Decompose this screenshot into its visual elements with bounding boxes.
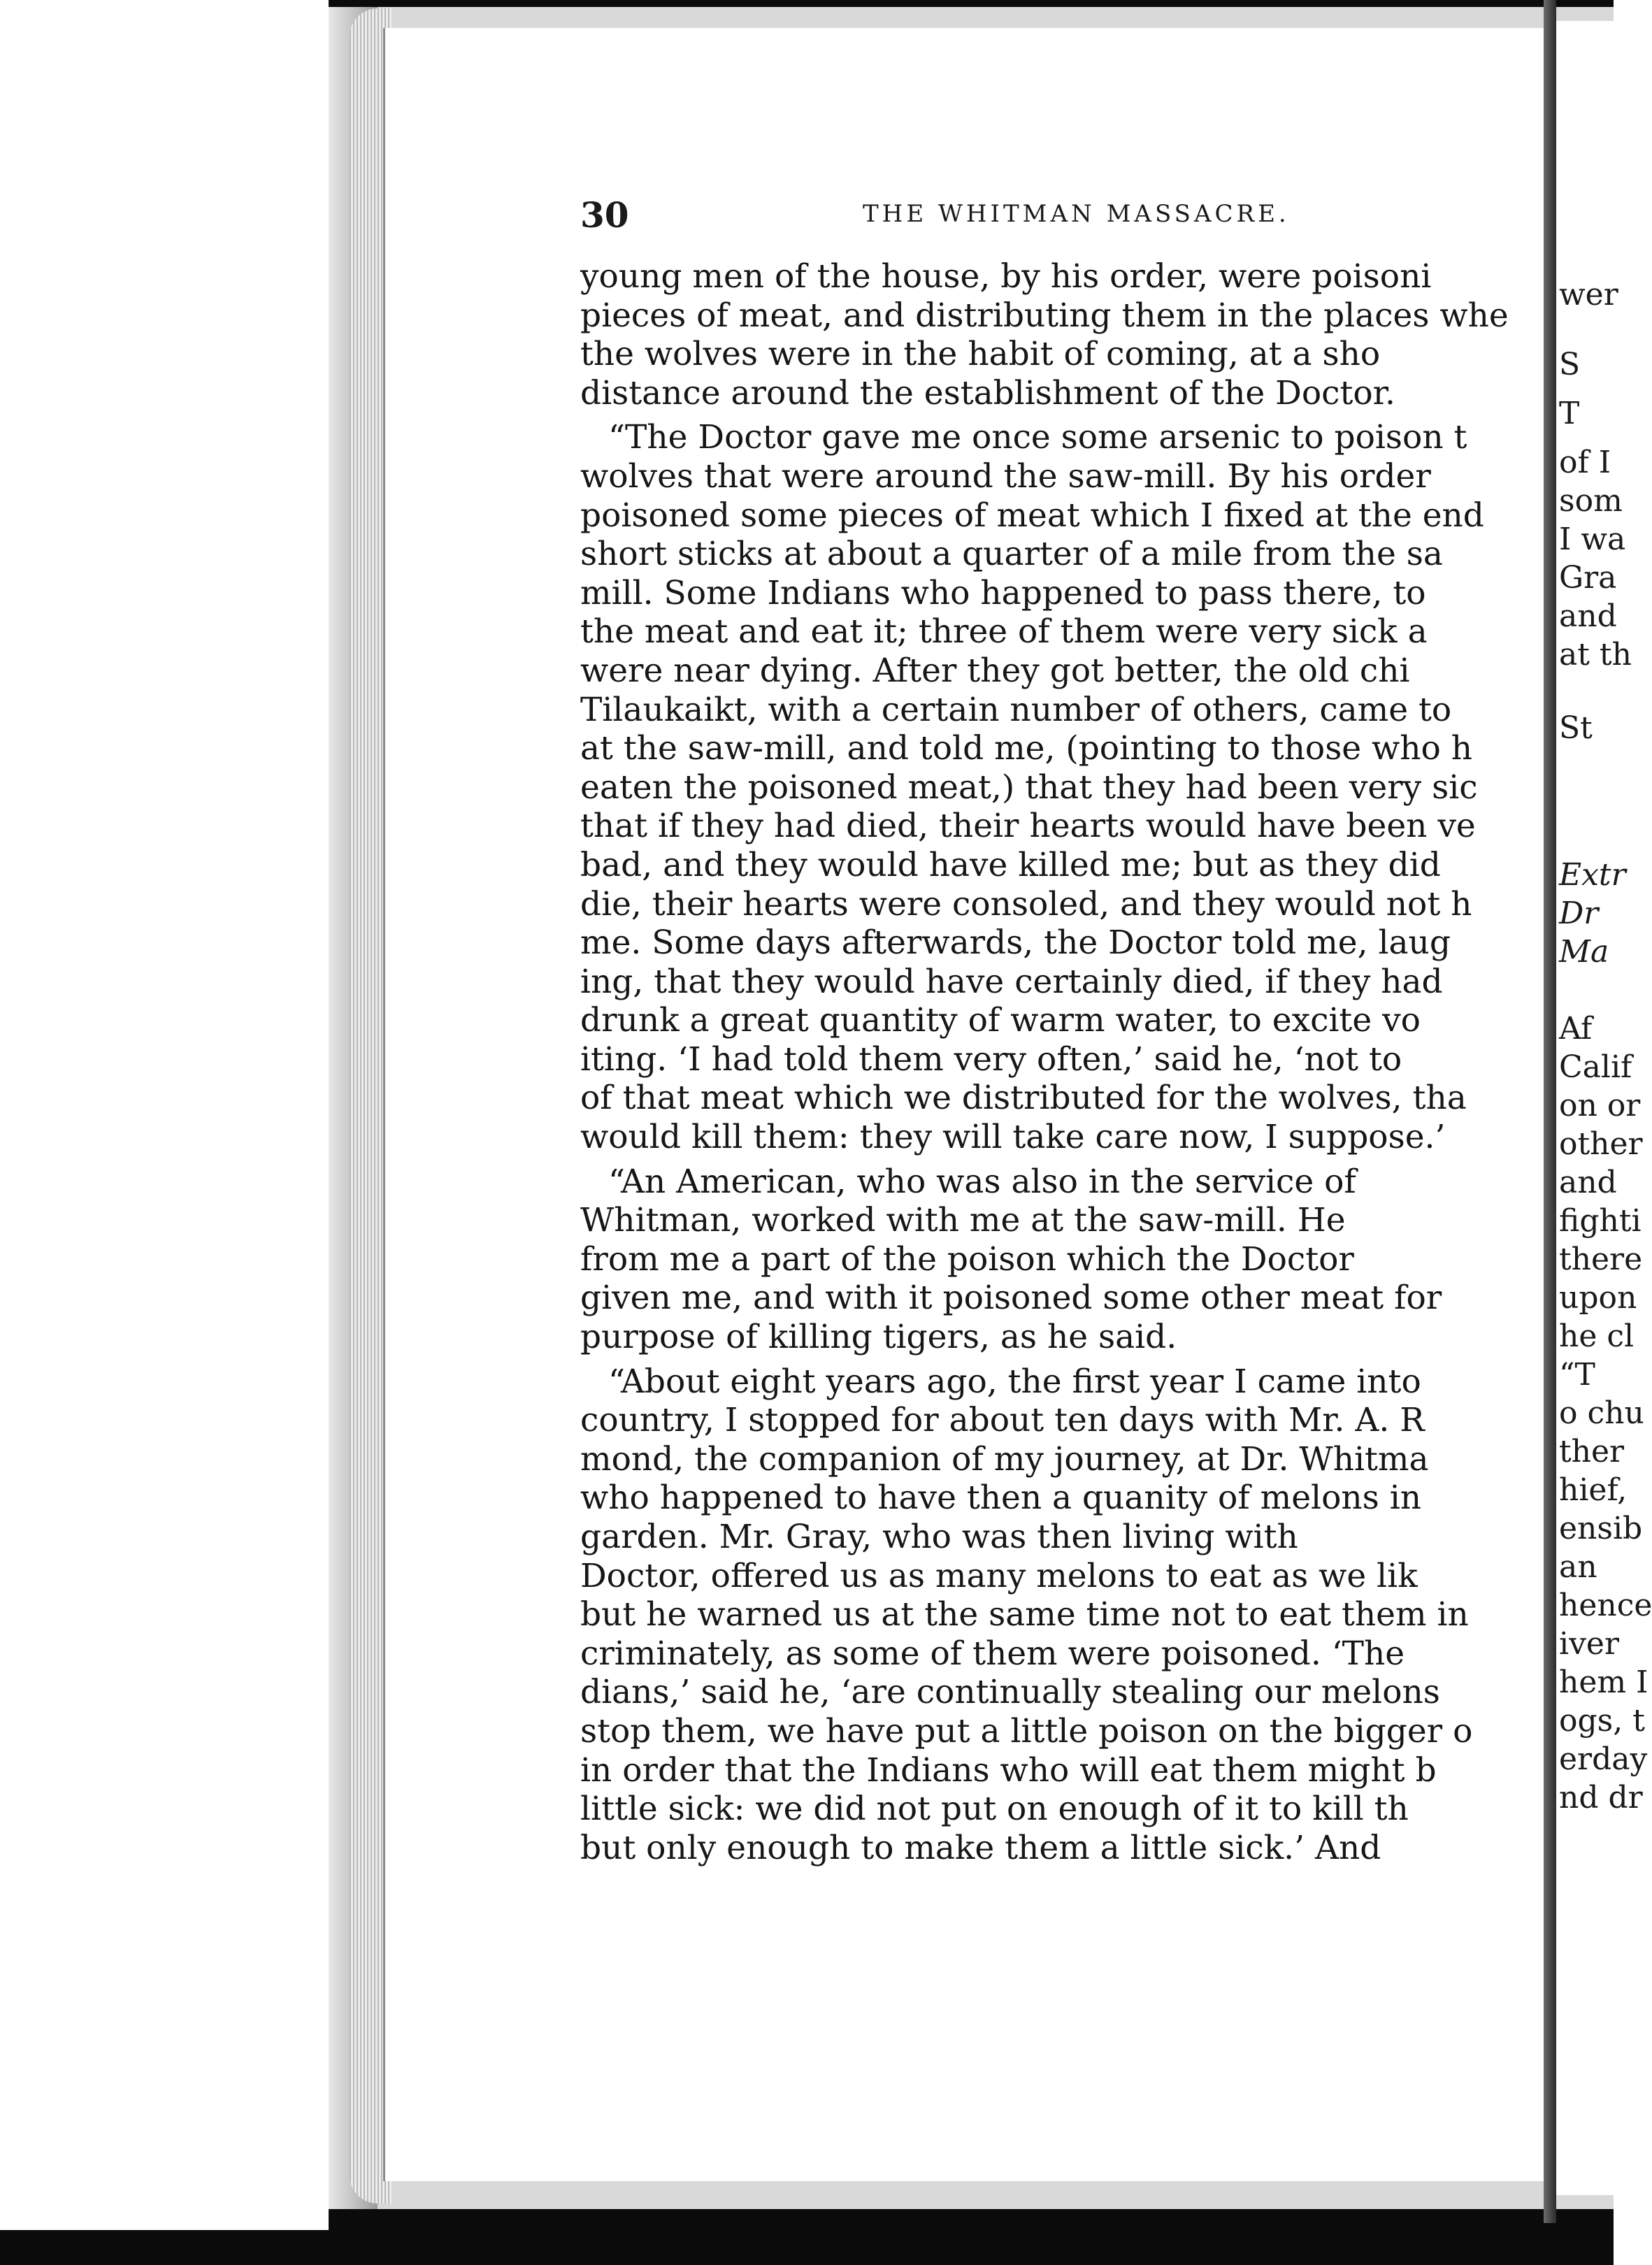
text-line: Whitman, worked with me at the saw-mill. He [580, 1201, 1346, 1240]
text-line: that if they had died, their hearts would have been ve [580, 807, 1476, 846]
text-line: distance around the establishment of the Doctor. [580, 373, 1395, 412]
text-line: who happened to have then a quanity of melons in [580, 1479, 1422, 1518]
text-line: poisoned some pieces of meat which I fixed at the end [580, 496, 1484, 535]
text-line: from me a part of the poison which the Doctor [580, 1239, 1354, 1279]
facing-page-text: ther [1559, 1434, 1625, 1469]
facing-page-text: of I [1559, 445, 1611, 480]
facing-page-text: T [1559, 396, 1580, 431]
facing-page-text: on or [1559, 1088, 1641, 1123]
text-line: country, I stopped for about ten days with Mr. A. R [580, 1401, 1425, 1440]
text-line: would kill them: they will take care now, I suppose.’ [580, 1118, 1446, 1157]
text-line: short sticks at about a quarter of a mile from the sa [580, 535, 1443, 574]
paragraph [580, 418, 1544, 1156]
text-line: criminately, as some of them were poisoned. ‘The [580, 1634, 1405, 1673]
paragraph [580, 1163, 1544, 1357]
text-line: but he warned us at the same time not to eat them in [580, 1595, 1469, 1634]
facing-page-text: ensib [1559, 1511, 1643, 1546]
facing-page-text: Gra [1559, 560, 1617, 596]
text-line: garden. Mr. Gray, who was then living with [580, 1518, 1298, 1556]
facing-page-text: St [1559, 710, 1593, 746]
facing-page-text: upon [1559, 1280, 1637, 1316]
facing-page-text: Calif [1559, 1049, 1632, 1085]
facing-page-text: there [1559, 1242, 1643, 1277]
text-line: young men of the house, by his order, were poisoni [580, 257, 1432, 296]
text-line: iting. ‘I had told them very often,’ said he, ‘not to [580, 1040, 1402, 1079]
facing-page-text: erday [1559, 1741, 1648, 1777]
text-line: bad, and they would have killed me; but as they did [580, 845, 1441, 884]
text-line: in order that the Indians who will eat them might b [580, 1750, 1437, 1790]
facing-page-fragment [1556, 21, 1652, 2195]
text-line: drunk a great quantity of warm water, to excite vo [580, 1001, 1421, 1040]
facing-page-text: Ma [1559, 934, 1609, 970]
paragraph [580, 257, 1544, 412]
facing-page-text: Dr [1559, 896, 1599, 931]
text-line: of that meat which we distributed for the wolves, tha [580, 1079, 1467, 1118]
text-line: given me, and with it poisoned some other meat for [580, 1279, 1442, 1318]
text-line: little sick: we did not put on enough of it to kill th [580, 1790, 1409, 1829]
text-line: but only enough to make them a little sick.’ And [580, 1828, 1381, 1867]
text-line: Tilaukaikt, with a certain number of others, came to [580, 690, 1452, 729]
page-number: 30 [580, 194, 629, 236]
text-line: mond, the companion of my journey, at Dr. Whitma [580, 1439, 1429, 1479]
facing-page-text: S [1559, 347, 1581, 382]
text-line: me. Some days afterwards, the Doctor told me, laug [580, 923, 1451, 963]
facing-page-text: hem I [1559, 1664, 1649, 1700]
facing-page-text: wer [1559, 277, 1618, 312]
text-line: at the saw-mill, and told me, (pointing to those who h [580, 729, 1473, 768]
book-spine [1544, 0, 1556, 2223]
facing-page-text: “T [1559, 1357, 1595, 1393]
running-title: THE WHITMAN MASSACRE. [863, 200, 1290, 228]
facing-page-text: ogs, t [1559, 1703, 1645, 1739]
page-header [580, 194, 1545, 236]
text-line: pieces of meat, and distributing them in the places whe [580, 296, 1509, 335]
facing-page-text: other [1559, 1126, 1643, 1162]
facing-page-text: hence [1559, 1588, 1652, 1623]
facing-page-text: o chu [1559, 1395, 1644, 1431]
text-line: ing, that they would have certainly died, if they had [580, 962, 1443, 1001]
text-line: mill. Some Indians who happened to pass there, to [580, 573, 1426, 612]
text-line: Doctor, offered us as many melons to eat as we lik [580, 1556, 1418, 1595]
text-line: eaten the poisoned meat,) that they had been very sic [580, 768, 1478, 807]
facing-page-text: nd dr [1559, 1780, 1643, 1815]
facing-page-text: I wa [1559, 522, 1626, 557]
text-line: the meat and eat it; three of them were very sick a [580, 612, 1428, 652]
text-line: “The Doctor gave me once some arsenic to poison t [608, 418, 1467, 457]
facing-page-text: som [1559, 483, 1623, 519]
paragraph [580, 1362, 1544, 1868]
facing-page-text: iver [1559, 1626, 1620, 1662]
text-line: die, their hearts were consoled, and they would not h [580, 884, 1472, 923]
facing-page-text: fighti [1559, 1203, 1642, 1239]
text-line: were near dying. After they got better, the old chi [580, 651, 1410, 690]
facing-page-text: and [1559, 598, 1617, 634]
facing-page-text: an [1559, 1549, 1597, 1585]
page-body [580, 257, 1544, 1867]
text-line: purpose of killing tigers, as he said. [580, 1318, 1177, 1357]
facing-page-text: Extr [1559, 857, 1626, 893]
text-line: “An American, who was also in the service of [608, 1162, 1356, 1201]
text-line: wolves that were around the saw-mill. By his order [580, 456, 1431, 496]
facing-page-text: at th [1559, 637, 1632, 673]
text-line: stop them, we have put a little poison on the bigger o [580, 1711, 1473, 1750]
text-line: “About eight years ago, the first year I came into [608, 1362, 1421, 1401]
scan-margin [0, 0, 329, 2265]
facing-page-text: hief, [1559, 1472, 1628, 1508]
facing-page-text: and [1559, 1165, 1617, 1200]
text-line: dians,’ said he, ‘are continually stealing our melons [580, 1673, 1440, 1712]
facing-page-text: he cl [1559, 1318, 1635, 1354]
facing-page-text: Af [1559, 1011, 1593, 1047]
scan-bottom-edge [0, 2230, 1614, 2265]
text-line: the wolves were in the habit of coming, at a sho [580, 335, 1381, 374]
